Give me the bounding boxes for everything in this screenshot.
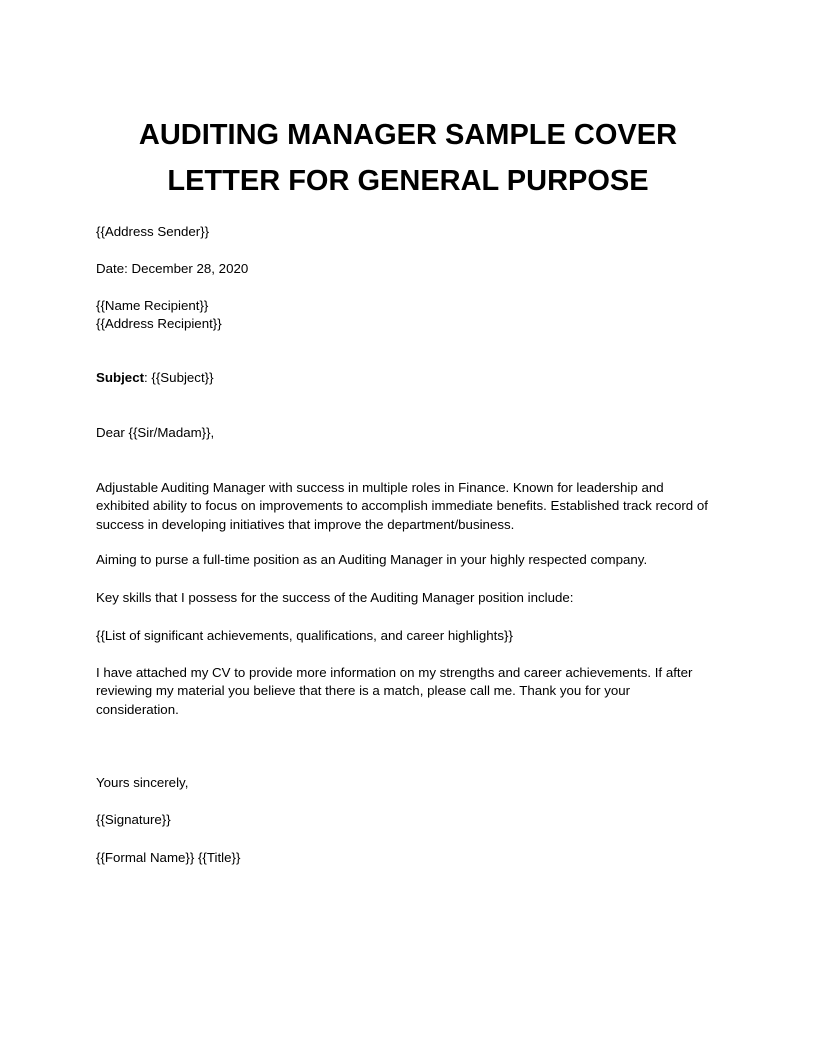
name-recipient: {{Name Recipient}} <box>96 298 209 313</box>
letter-date: Date: December 28, 2020 <box>96 261 249 276</box>
address-recipient: {{Address Recipient}} <box>96 316 222 331</box>
title-line-1: AUDITING MANAGER SAMPLE COVER <box>138 119 678 151</box>
subject-label: Subject <box>96 370 145 385</box>
salutation: Dear {{Sir/Madam}}, <box>96 425 215 440</box>
signature: {{Signature}} <box>96 812 171 827</box>
paragraph-achievements: {{List of significant achievements, qualifications, and career highlights}} <box>96 628 513 643</box>
paragraph-cv-line: I have attached my CV to provide more information on my strengths and career achievements. If after <box>96 665 693 680</box>
paragraph-intro-line: Adjustable Auditing Manager with success in multiple roles in Finance. Known for leadership and <box>96 480 664 495</box>
paragraph-cv-line: reviewing my material you believe that there is a match, please call me. Thank you for your <box>96 683 631 699</box>
paragraph-intro-line: success in developing initiatives that improve the department/business. <box>96 516 515 532</box>
subject-value: : {{Subject}} <box>144 370 214 385</box>
title-line-2: LETTER FOR GENERAL PURPOSE <box>167 165 649 197</box>
paragraph-intro <box>96 479 736 534</box>
paragraph-aim: Aiming to purse a full-time position as an Auditing Manager in your highly respected company. <box>96 552 648 567</box>
paragraph-intro-line: exhibited ability to focus on improvements to accomplish immediate benefits. Established track record of <box>96 498 708 514</box>
subject-line <box>96 369 736 387</box>
paragraph-cv <box>96 664 736 719</box>
paragraph-key-skills: Key skills that I possess for the success of the Auditing Manager position include: <box>96 590 574 605</box>
closing: Yours sincerely, <box>96 775 189 790</box>
formal-name-title: {{Formal Name}} {{Title}} <box>96 850 241 865</box>
paragraph-cv-line: consideration. <box>96 701 179 717</box>
document-title <box>96 112 720 204</box>
address-sender: {{Address Sender}} <box>96 224 210 239</box>
